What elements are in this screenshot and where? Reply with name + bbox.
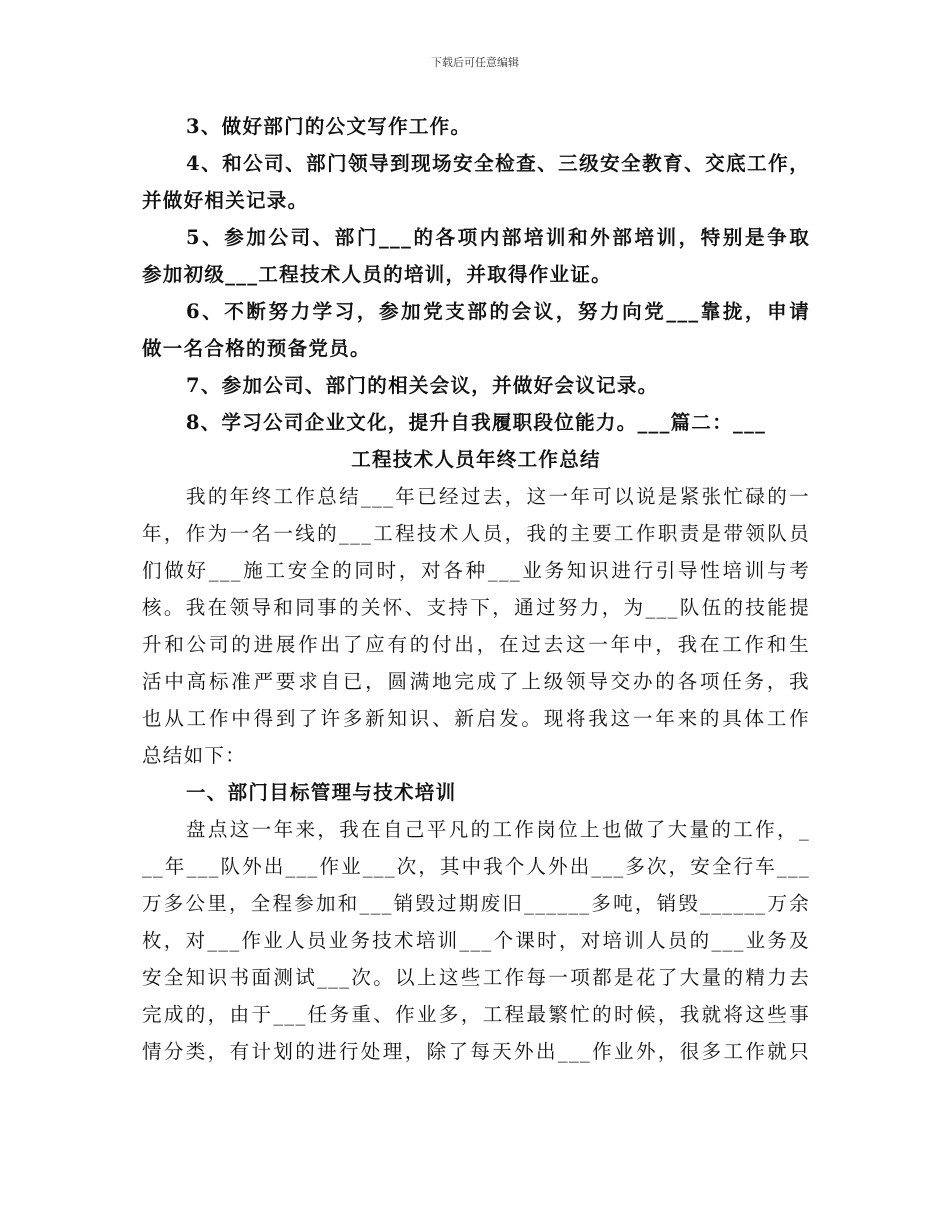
text-line: 也从工作中得到了许多新知识、新启发。现将我这一年来的具体工作 (142, 707, 810, 730)
text-line: 我的年终工作总结___年已经过去，这一年可以说是紧张忙碌的一 (186, 485, 810, 508)
text-line: 8、学习公司企业文化，提升自我履职段位能力。___篇二：___ (185, 411, 767, 434)
text-line: 情分类，有计划的进行处理，除了每天外出___作业外，很多工作就只 (142, 1040, 810, 1063)
text-line: 盘点这一年来，我在自己平凡的工作岗位上也做了大量的工作，_ (186, 818, 810, 841)
text-line: 年，作为一名一线的___工程技术人员，我的主要工作职责是带领队员 (142, 522, 810, 545)
text-line: 4、和公司、部门领导到现场安全检查、三级安全教育、交底工作， (186, 152, 810, 175)
text-line: 核。我在领导和同事的关怀、支持下，通过努力，为___队伍的技能提 (142, 596, 810, 619)
text-line: __年___队外出___作业___次，其中我个人外出___多次，安全行车___ (142, 855, 810, 878)
text-line: 安全知识书面测试___次。以上这些工作每一项都是花了大量的精力去 (142, 966, 810, 989)
text-line: 工程技术人员年终工作总结 (351, 448, 601, 471)
text-line: 枚，对___作业人员业务技术培训___个课时，对培训人员的___业务及 (142, 929, 810, 952)
page-header-note: 下载后可任意编辑 (431, 56, 519, 69)
text-line: 6、不断努力学习，参加党支部的会议，努力向党___靠拢，申请 (186, 300, 810, 323)
text-line: 万多公里，全程参加和___销毁过期废旧______多吨，销毁______万余 (142, 892, 810, 915)
text-line: 3、做好部门的公文写作工作。 (186, 115, 472, 138)
text-line: 参加初级___工程技术人员的培训，并取得作业证。 (142, 263, 612, 286)
text-line: 5、参加公司、部门___的各项内部培训和外部培训，特别是争取 (186, 226, 810, 249)
text-line: 们做好___施工安全的同时，对各种___业务知识进行引导性培训与考 (142, 559, 810, 582)
text-line: 7、参加公司、部门的相关会议，并做好会议记录。 (186, 374, 659, 397)
text-line: 并做好相关记录。 (142, 189, 309, 212)
text-line: 做一名合格的预备党员。 (142, 337, 371, 360)
text-line: 一、部门目标管理与技术培训 (186, 781, 457, 804)
text-line: 完成的，由于___任务重、作业多，工程最繁忙的时候，我就将这些事 (142, 1003, 810, 1026)
text-line: 升和公司的进展作出了应有的付出，在过去这一年中，我在工作和生 (142, 633, 810, 656)
text-line: 总结如下： (142, 744, 247, 767)
text-line: 活中高标准严要求自已，圆满地完成了上级领导交办的各项任务，我 (142, 670, 810, 693)
document-body (142, 108, 810, 1070)
